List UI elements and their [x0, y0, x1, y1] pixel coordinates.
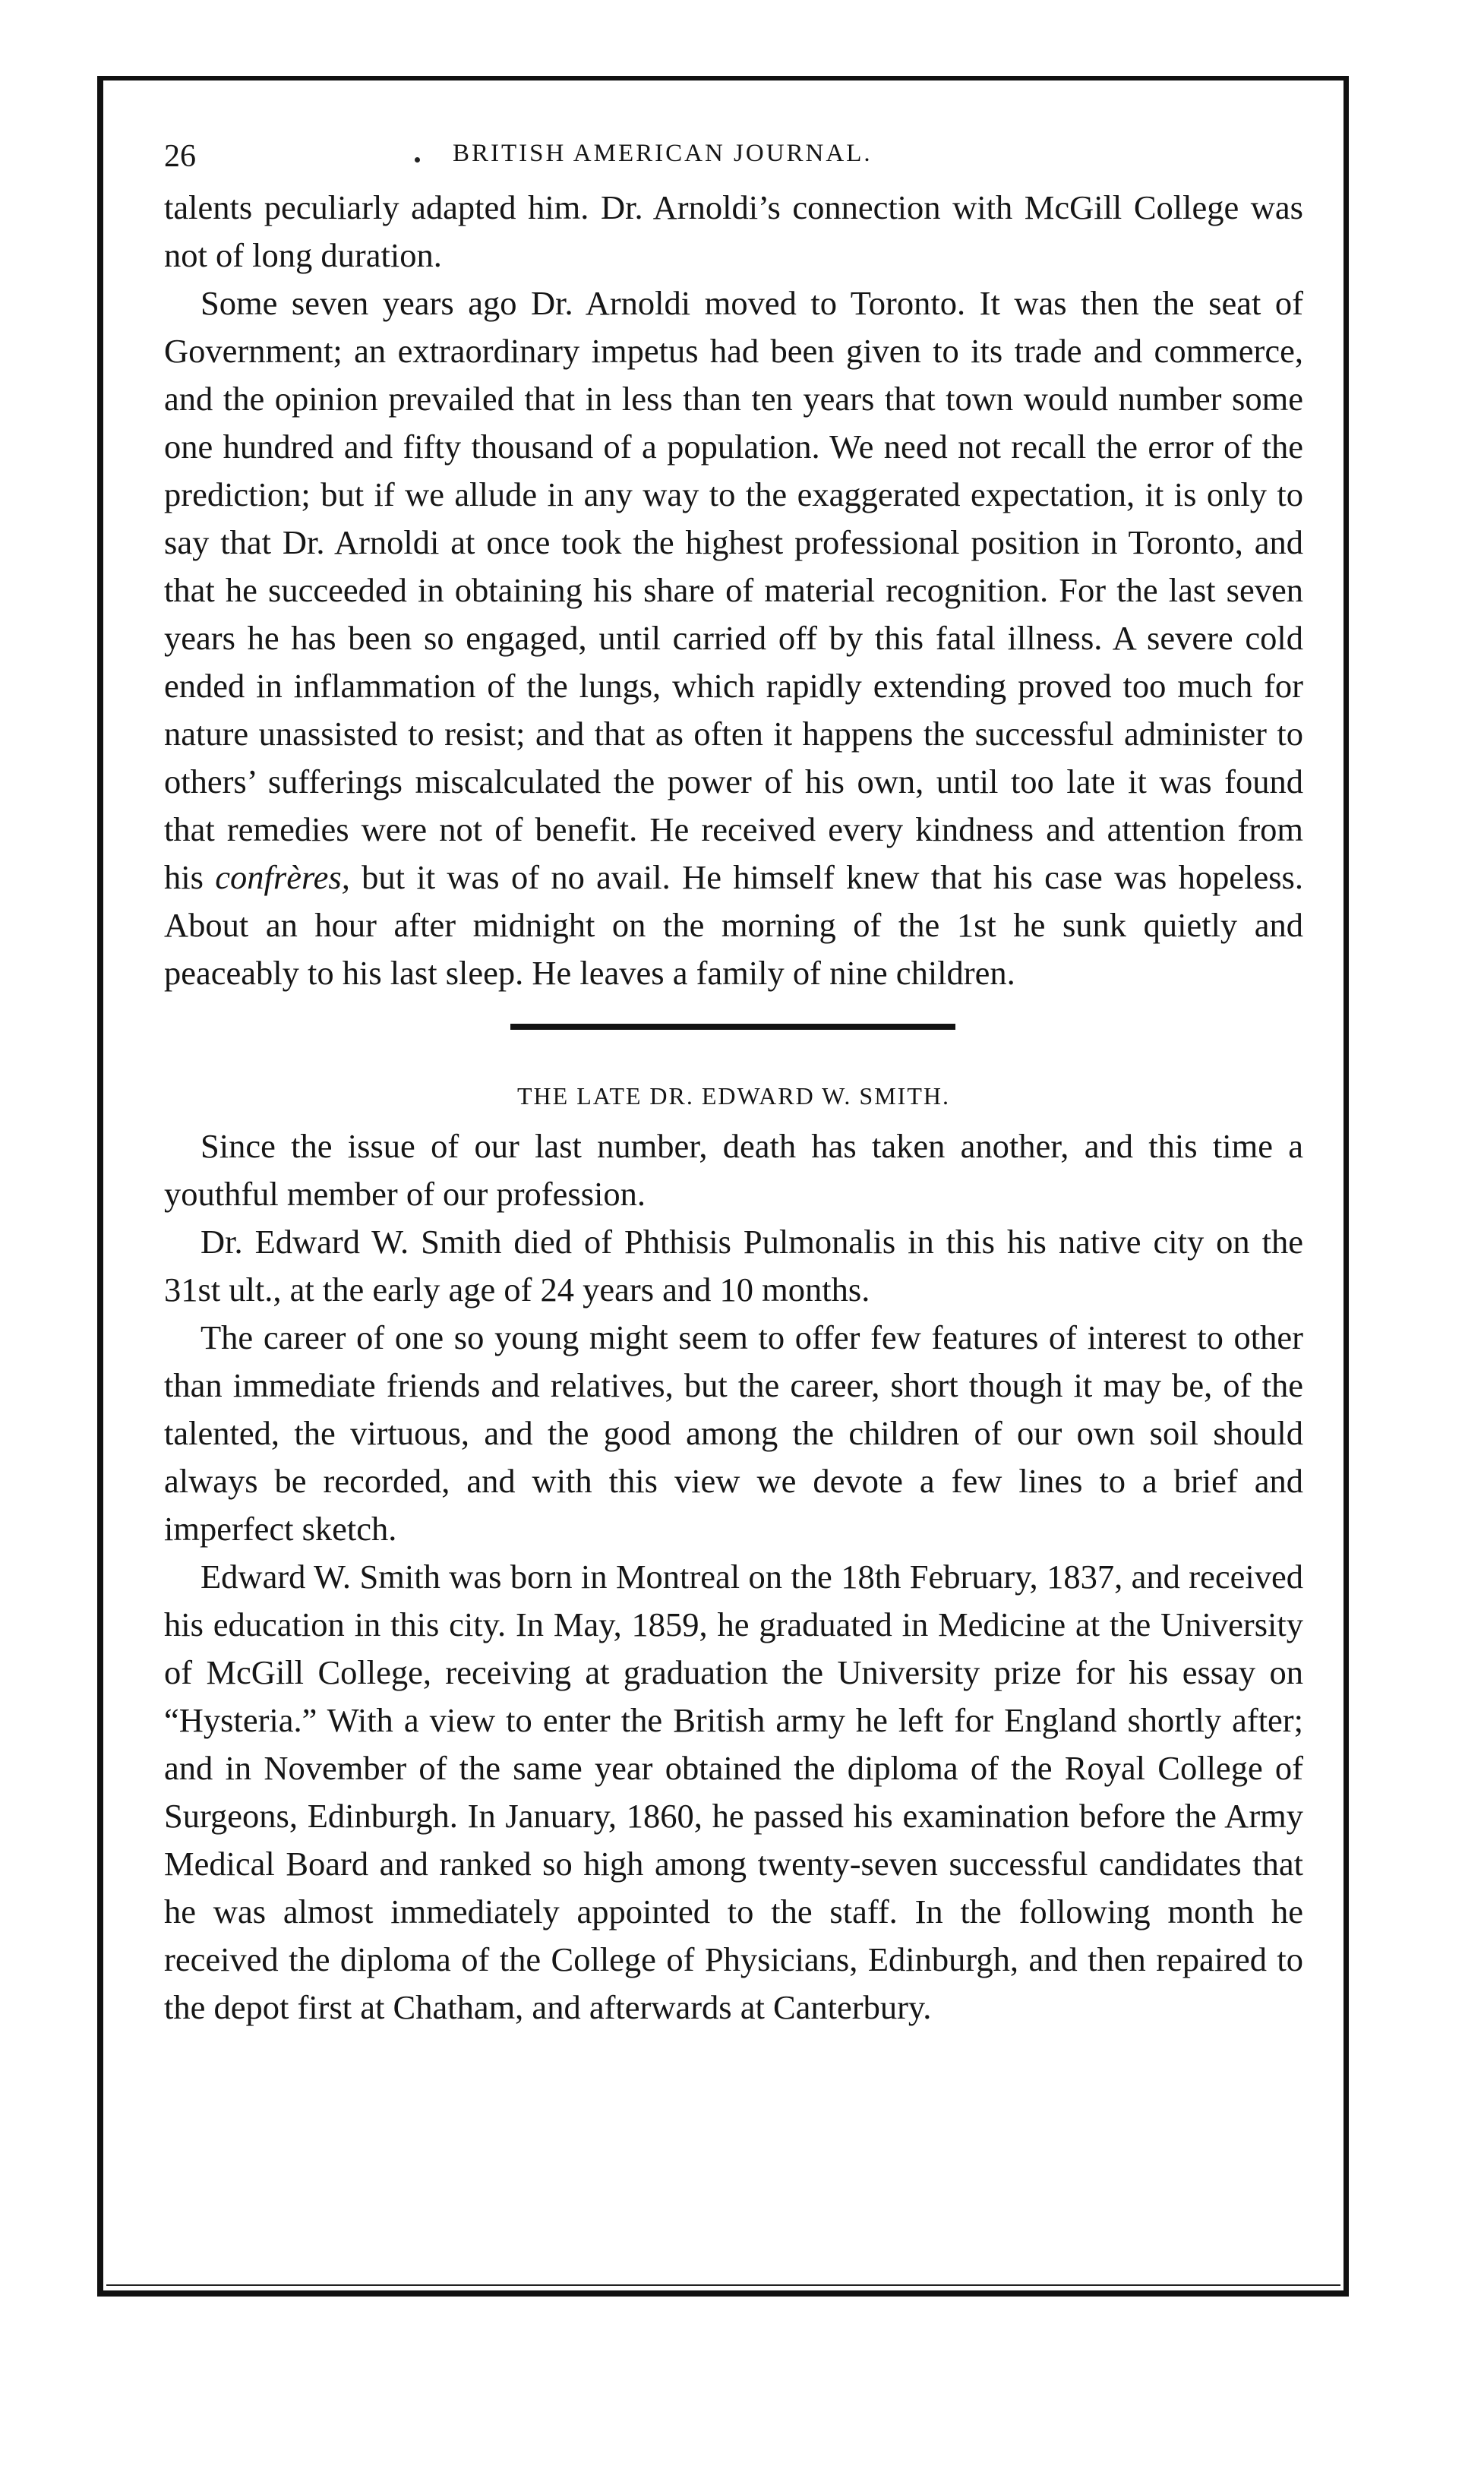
article-paragraph: Dr. Edward W. Smith died of Phthisis Pulmonalis in this his native city on the 31st ult., at the early age of 24 years and 10 months.: [164, 1223, 1303, 1309]
page-content: [164, 131, 1303, 2031]
divider-rule: [510, 1024, 955, 1030]
article-paragraph-text: Some seven years ago Dr. Arnoldi moved to Toronto. It was then the seat of Government; an extraordinary impetus had been given to its trade and commerce, and the opinion prevailed that in less than ten years that town would number some one hundred and fifty thousand of a population. We need not recall the error of the prediction; but if we allude in any way to the exaggerated expectation, it is only to say that Dr. Arnoldi at once took the highest professional position in Toronto, and that he succeeded in obtaining his share of material recognition. For the last seven years he has been so engaged, until carried off by this fatal illness. A severe cold ended in inflammation of the lungs, which rapidly extending proved too much for nature unassisted to resist; and that as often it happens the successful administer to others’ sufferings miscalculated the power of his own, until too late it was found that remedies were not of benefit. He received every kindness and attention from his: [164, 284, 1303, 896]
page-number: 26: [164, 139, 196, 174]
article-paragraph: The career of one so young might seem to offer few features of interest to other than immediate friends and relatives, but the career, short though it may be, of the talented, the virtuous, and the good among the children of our own soil should always be recorded, and with this view we devote a few lines to a brief and imperfect sketch.: [164, 1318, 1303, 1548]
article-paragraph: Since the issue of our last number, death has taken another, and this time a youthful member of our profession.: [164, 1127, 1303, 1213]
header-dot: [415, 157, 420, 163]
section-divider: [164, 997, 1303, 1069]
running-head: [164, 131, 1303, 184]
italic-term: confrères,: [215, 858, 350, 896]
article-paragraph: [164, 279, 1303, 997]
journal-title: BRITISH AMERICAN JOURNAL.: [453, 140, 873, 167]
section-title: THE LATE DR. EDWARD W. SMITH.: [517, 1082, 950, 1110]
article-paragraph-ending: but it was of no avail. He himself knew that his case was hopeless. About an hour after midnight on the morning of the 1st he sunk quietly and peaceably to his last sleep. He leaves a family of nine children.: [164, 858, 1304, 992]
article-paragraph: talents peculiarly adapted him. Dr. Arnoldi’s connection with McGill College was not of long duration.: [164, 188, 1303, 274]
article-paragraph: Edward W. Smith was born in Montreal on the 18th February, 1837, and received his education in this city. In May, 1859, he graduated in Medicine at the University of McGill College, receiving at graduation the University prize for his essay on “Hysteria.” With a view to enter the British army he left for England shortly after; and in November of the same year obtained the diploma of the Royal College of Surgeons, Edinburgh. In January, 1860, he passed his examination before the Army Medical Board and ranked so high among twenty-seven successful candidates that he was almost immediately appointed to the staff. In the following month he received the diploma of the College of Physicians, Edinburgh, and then repaired to the depot first at Chatham, and afterwards at Canterbury.: [164, 1558, 1303, 2026]
